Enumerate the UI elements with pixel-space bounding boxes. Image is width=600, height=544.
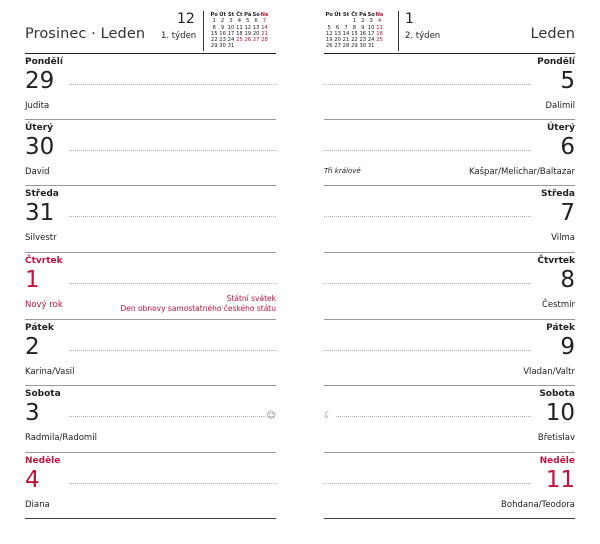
day-divider [324,53,575,54]
mini-cell: 3 [369,18,373,25]
day-number: 6 [560,134,575,160]
mini-cell: 18 [376,30,383,37]
mini-cell: 2 [361,18,365,25]
name-day: Vilma [551,233,575,243]
page-title: Leden [530,26,575,42]
mini-cell: 21 [261,30,268,37]
mini-cell: 17 [367,30,375,37]
mini-cell: 22 [351,37,358,44]
mini-header-cell: Ne [375,12,384,18]
page-bottom-rule [324,518,575,519]
mini-cell: 11 [376,24,383,31]
mini-cell: 31 [367,43,375,50]
name-day: David [25,167,50,177]
mini-cell: 22 [210,37,218,44]
day-note: Tři králové [324,167,361,175]
holiday-label: Státní svátek [226,294,276,303]
mini-cell: 30 [219,43,226,50]
day-divider [324,119,575,120]
day-divider [324,452,575,453]
mini-cell: 7 [344,24,348,31]
mini-cell: 13 [334,30,341,37]
mini-cell: 12 [325,30,333,37]
day-block-saturday[interactable] [324,385,575,451]
mini-header-cell: St [342,12,350,18]
mini-calendar [325,12,384,50]
day-name: Středa [541,189,575,199]
mini-header-cell: Po [325,12,333,18]
day-number: 11 [545,467,575,493]
name-day: Nový rok [25,300,63,310]
day-name: Čtvrtek [25,256,63,266]
mini-cell: 15 [210,30,218,37]
day-name: Úterý [546,123,575,133]
note-line[interactable] [324,84,531,85]
mini-header-cell: So [252,12,260,18]
mini-header-cell: Čt [236,12,243,18]
day-number: 1 [25,267,40,293]
day-block-tuesday[interactable] [324,119,575,185]
mini-cell: 7 [262,18,267,25]
name-day: Karina/Vasil [25,367,75,377]
day-number: 3 [25,400,40,426]
page-title: Prosinec · Leden [25,26,146,42]
mini-cell: 6 [335,24,340,31]
moon-phase-icon: ☺ [266,411,276,421]
day-name: Neděle [25,456,61,466]
mini-calendar-row [325,43,384,49]
day-name: Neděle [539,456,575,466]
day-number: 7 [560,200,575,226]
name-day: Radmila/Radomil [25,433,97,443]
mini-cell [375,43,383,49]
day-divider [324,185,575,186]
day-block-monday[interactable] [324,53,575,119]
day-name: Úterý [25,123,54,133]
mini-cell: 24 [227,37,235,44]
week-number: 12 [177,11,195,27]
day-name: Pátek [546,323,575,333]
mini-cell: 10 [367,24,375,31]
mini-cell: 29 [210,43,218,50]
day-number: 30 [25,134,55,160]
mini-header-cell: Út [334,12,341,18]
mini-header-cell: Po [210,12,218,18]
mini-cell: 20 [334,37,341,44]
note-line[interactable] [324,150,531,151]
mini-cell: 23 [359,37,367,44]
name-day: Vladan/Valtr [523,367,575,377]
mini-header-cell: St [227,12,235,18]
day-divider [324,319,575,320]
name-day: Dalimil [545,101,575,111]
day-name: Pátek [25,323,54,333]
day-number: 9 [560,334,575,360]
mini-cell: 14 [261,24,268,31]
note-line[interactable] [324,350,531,351]
day-number: 2 [25,334,40,360]
mini-cell: 1 [352,18,357,25]
moon-phase-icon: ☾ [324,411,333,421]
mini-cell: 17 [227,30,235,37]
mini-cell: 20 [252,30,260,37]
mini-cell: 4 [377,18,382,25]
mini-header-cell: Pá [359,12,367,18]
mini-header-cell: Čt [351,12,358,18]
mini-cell: 21 [342,37,350,44]
day-block-sunday[interactable] [324,452,575,518]
mini-cell: 16 [359,30,367,37]
day-number: 5 [560,68,575,94]
header-divider [398,11,399,51]
mini-cell: 31 [227,43,235,50]
day-divider [324,385,575,386]
note-line[interactable] [324,483,531,484]
mini-cell: 5 [246,18,250,25]
mini-cell: 11 [236,24,243,31]
mini-cell: 30 [359,43,367,50]
mini-cell: 25 [236,37,243,44]
mini-header-cell: Ne [260,12,269,18]
mini-cell: 15 [351,30,358,37]
mini-header-cell: So [367,12,375,18]
mini-cell: 28 [261,37,268,44]
day-number: 31 [25,200,55,226]
mini-cell: 29 [351,43,358,50]
mini-cell: 18 [236,30,243,37]
name-day: Diana [25,500,50,510]
mini-cell: 2 [220,18,225,25]
day-divider [324,252,575,253]
name-day: Silvestr [25,233,57,243]
mini-cell: 4 [237,18,242,25]
name-day: Čestmír [541,300,575,310]
mini-cell: 23 [219,37,226,44]
day-block-thursday[interactable] [324,252,575,318]
week-label: 1. týden [161,31,197,41]
mini-cell: 9 [361,24,365,31]
mini-cell: 25 [376,37,383,44]
mini-header-cell: Pá [244,12,252,18]
mini-cell: 26 [325,43,333,50]
name-day: Bohdana/Teodora [501,500,575,510]
day-number: 8 [560,267,575,293]
day-name: Pondělí [25,57,63,67]
day-block-wednesday[interactable] [324,185,575,251]
day-number: 29 [25,68,55,94]
mini-cell: 14 [342,30,350,37]
mini-cell: 13 [252,24,260,31]
mini-cell: 10 [227,24,235,31]
mini-cell: 26 [244,37,252,44]
name-day: Judita [25,101,50,111]
day-name: Čtvrtek [537,256,575,266]
note-line[interactable] [324,283,531,284]
week-number: 1 [405,11,414,27]
mini-cell: 8 [352,24,357,31]
day-number: 10 [545,400,575,426]
mini-cell: 9 [220,24,225,31]
day-name: Sobota [539,389,575,399]
mini-cell: 16 [219,30,226,37]
day-block-friday[interactable] [324,319,575,385]
note-line[interactable] [324,216,531,217]
mini-header-cell: Út [219,12,226,18]
day-name: Pondělí [537,57,575,67]
mini-cell: 12 [244,24,252,31]
week-label: 2. týden [405,31,441,41]
mini-cell: 19 [325,37,333,44]
note-line[interactable] [336,416,531,417]
mini-cell: 27 [252,37,260,44]
holiday-description: Den obnovy samostatného českého státu [120,304,276,313]
mini-cell: 3 [229,18,233,25]
mini-cell: 5 [327,24,331,31]
name-day: Břetislav [537,433,575,443]
mini-cell: 6 [254,18,258,25]
name-day: Kašpar/Melichar/Baltazar [468,167,575,177]
mini-cell: 8 [212,24,216,31]
day-name: Sobota [25,389,61,399]
mini-cell: 28 [342,43,350,50]
mini-cell: 24 [367,37,375,44]
day-name: Středa [25,189,59,199]
mini-cell: 19 [244,30,252,37]
mini-cell: 27 [334,43,341,50]
mini-cell: 1 [212,18,216,25]
day-number: 4 [25,467,40,493]
